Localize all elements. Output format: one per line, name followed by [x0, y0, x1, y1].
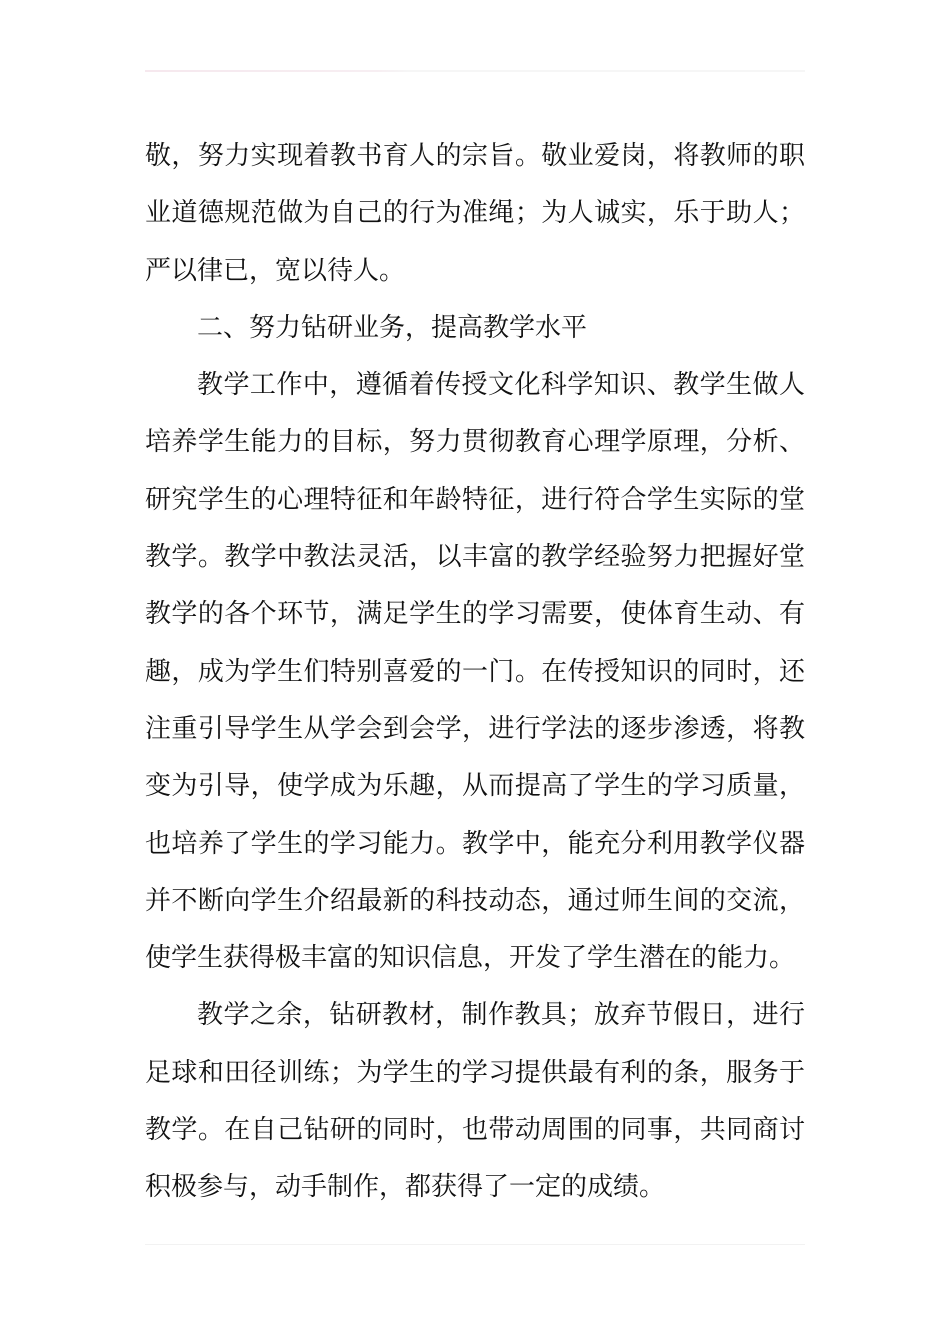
header-rule — [145, 70, 805, 72]
text-line: 教学。在自己钻研的同时，也带动周围的同事，共同商讨 — [145, 1115, 805, 1146]
text-line: 培养学生能力的目标，努力贯彻教育心理学原理，分析、 — [145, 427, 805, 458]
text-line: 严以律已，宽以待人。 — [145, 255, 406, 286]
text-line: 足球和田径训练；为学生的学习提供最有利的条，服务于 — [145, 1057, 805, 1088]
text-line: 积极参与，动手制作，都获得了一定的成绩。 — [145, 1172, 666, 1203]
text-line: 教学。教学中教法灵活，以丰富的教学经验努力把握好堂 — [145, 542, 805, 573]
text-line: 教学的各个环节，满足学生的学习需要，使体育生动、有 — [145, 599, 805, 630]
text-line: 教学之余，钻研教材，制作教具；放弃节假日，进行 — [197, 1000, 805, 1031]
text-line: 也培养了学生的学习能力。教学中，能充分利用教学仪器 — [145, 828, 805, 859]
text-line: 使学生获得极丰富的知识信息，开发了学生潜在的能力。 — [145, 943, 796, 974]
body-text — [145, 128, 805, 1217]
text-line: 教学工作中，遵循着传授文化科学知识、教学生做人 — [197, 370, 805, 401]
section-heading: 二、努力钻研业务，提高教学水平 — [197, 312, 588, 343]
text-line: 变为引导，使学成为乐趣，从而提高了学生的学习质量， — [145, 771, 805, 802]
text-line: 趣，成为学生们特别喜爱的一门。在传授知识的同时，还 — [145, 656, 805, 687]
text-line: 研究学生的心理特征和年龄特征，进行符合学生实际的堂 — [145, 484, 805, 515]
text-line: 业道德规范做为自己的行为准绳；为人诚实，乐于助人； — [145, 198, 805, 229]
text-line: 敬，努力实现着教书育人的宗旨。敬业爱岗，将教师的职 — [145, 141, 805, 171]
text-line: 注重引导学生从学会到会学，进行学法的逐步渗透，将教 — [145, 713, 805, 744]
footer-rule — [145, 1244, 805, 1245]
text-line: 并不断向学生介绍最新的科技动态，通过师生间的交流， — [145, 885, 805, 916]
